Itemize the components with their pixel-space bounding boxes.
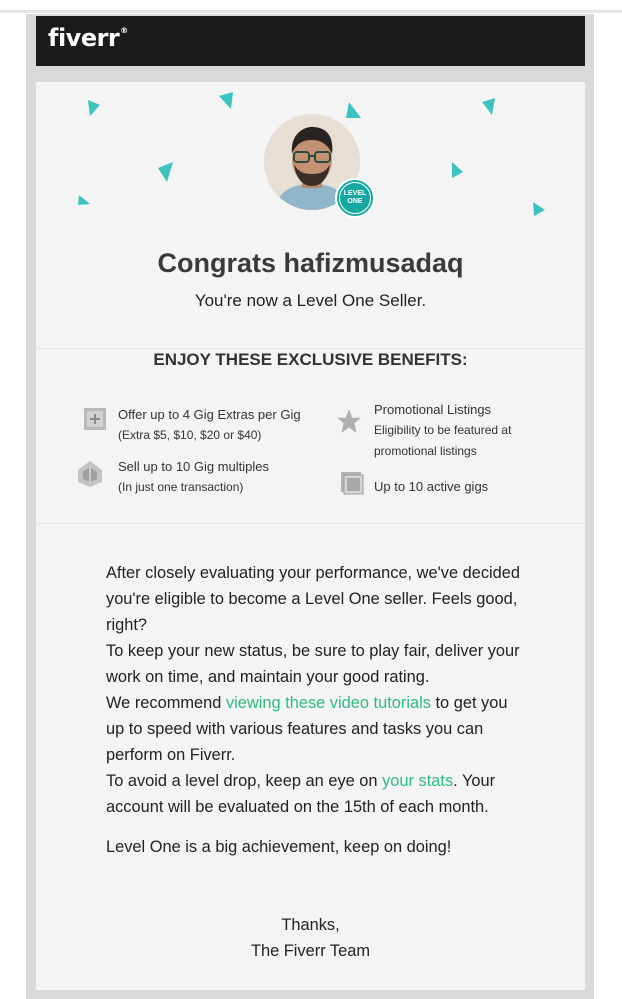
benefit-detail: Eligibility to be featured at	[374, 423, 512, 437]
your-stats-link[interactable]: your stats	[382, 772, 454, 790]
benefit-promotional-listings	[374, 399, 511, 462]
gig-multiples-icon	[74, 458, 106, 488]
body-paragraph: To keep your new status, be sure to play fair, deliver your work on time, and maintain your good rating.	[106, 642, 520, 686]
top-divider	[0, 10, 622, 13]
benefits-heading: ENJOY THESE EXCLUSIVE BENEFITS:	[153, 350, 468, 369]
benefit-detail: promotional listings	[374, 444, 477, 458]
video-tutorials-link[interactable]: viewing these video tutorials	[225, 694, 431, 712]
congrats-heading: Congrats hafizmusadaq	[157, 248, 464, 278]
star-icon	[336, 408, 362, 434]
section-divider	[36, 523, 585, 524]
body-paragraph: We recommend viewing these video tutorials to get you up to speed with various features and tasks you can perform on Fiverr.	[106, 694, 508, 764]
signoff-thanks: Thanks,	[281, 916, 340, 934]
level-subtitle: You're now a Level One Seller.	[194, 291, 427, 310]
active-gigs-icon	[340, 471, 364, 495]
benefit-gig-multiples	[118, 456, 269, 498]
signoff-team: The Fiverr Team	[250, 942, 370, 960]
benefit-detail: (Extra $5, $10, $20 or $40)	[118, 428, 262, 442]
benefit-title: Up to 10 active gigs	[374, 479, 489, 494]
body-paragraph: After closely evaluating your performance, we've decided you're eligible to become a Level One seller. Feels good, right?	[106, 564, 521, 634]
fiverr-logo[interactable]: fiverr®	[48, 24, 128, 52]
section-divider	[36, 348, 585, 349]
body-paragraph: To avoid a level drop, keep an eye on your stats. Your account will be evaluated on the 15th of each month.	[106, 772, 496, 816]
benefit-active-gigs	[374, 476, 488, 497]
benefit-detail: (In just one transaction)	[118, 480, 244, 494]
benefit-title: Sell up to 10 Gig multiples	[118, 459, 270, 474]
level-one-badge: LEVEL ONE	[335, 178, 375, 218]
closing-line: Level One is a big achievement, keep on doing!	[106, 838, 452, 856]
email-card	[36, 82, 585, 990]
signoff	[36, 912, 585, 964]
benefit-title: Promotional Listings	[374, 402, 492, 417]
benefit-gig-extras	[118, 404, 301, 446]
email-body	[106, 560, 526, 820]
gig-extras-icon	[83, 407, 107, 431]
email-header	[36, 16, 585, 66]
benefit-title: Offer up to 4 Gig Extras per Gig	[118, 407, 301, 422]
